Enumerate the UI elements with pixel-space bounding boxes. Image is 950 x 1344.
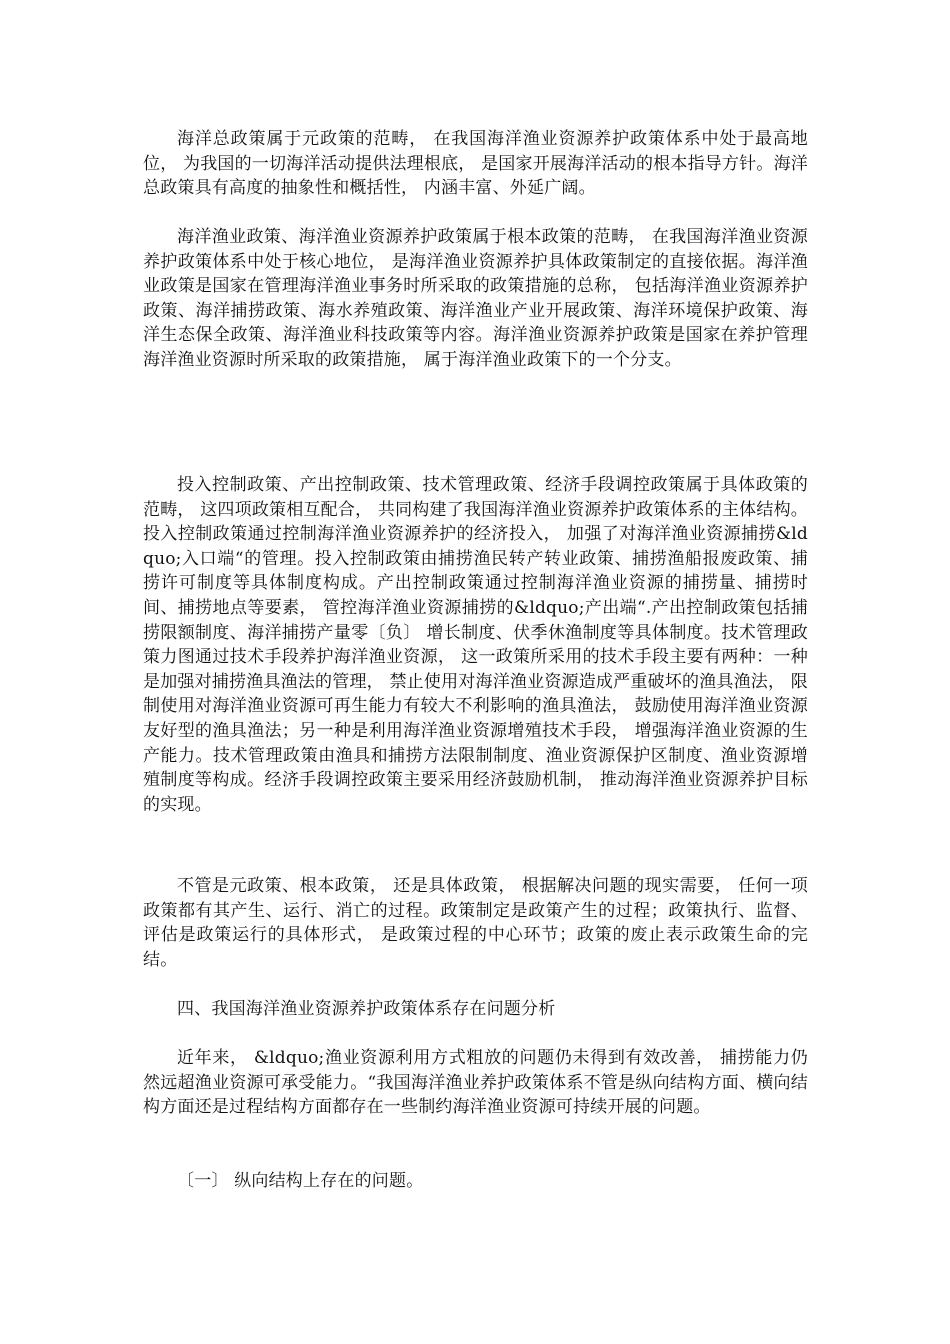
paragraph-recent-problems: 近年来， &ldquo;渔业资源利用方式粗放的问题仍未得到有效改善， 捕捞能力仍然远超渔业资源可承受能力。“我国海洋渔业养护政策体系不管是纵向结构方面、横向结构方面还是过程结构方面都存在一些制约海洋渔业资源可持续开展的问题。 <box>143 1048 808 1118</box>
paragraph-ocean-general-policy: 海洋总政策属于元政策的范畴， 在我国海洋渔业资源养护政策体系中处于最高地位， 为我国的一切海洋活动提供法理根底， 是国家开展海洋活动的根本指导方针。海洋总政策具有高度的抽象性和概括性， 内涵丰富、外延广阔。 <box>143 129 808 199</box>
paragraph-fishery-basic-policy: 海洋渔业政策、海洋渔业资源养护政策属于根本政策的范畴， 在我国海洋渔业资源养护政策体系中处于核心地位， 是海洋渔业资源养护具体政策制定的直接依据。海洋渔业政策是国家在管理海洋渔业事务时所采取的政策措施的总称， 包括海洋渔业资源养护政策、海洋捕捞政策、海水养殖政策、海洋渔业产业开展政策、海洋环境保护政策、海洋生态保全政策、海洋渔业科技政策等内容。海洋渔业资源养护政策是国家在养护管理海洋渔业资源时所采取的政策措施， 属于海洋渔业政策下的一个分支。 <box>143 227 808 370</box>
subheading-vertical-structure: 〔一〕 纵向结构上存在的问题。 <box>177 1171 424 1191</box>
paragraph-specific-policies: 投入控制政策、产出控制政策、技术管理政策、经济手段调控政策属于具体政策的范畴， 这四项政策相互配合， 共同构建了我国海洋渔业资源养护政策体系的主体结构。投入控制政策通过控制海洋渔业资源养护的经济投入， 加强了对海洋渔业资源捕捞&ldquo;入口端“的管理。投入控制政策由捕捞渔民转产转业政策、捕捞渔船报废政策、捕捞许可制度等具体制度构成。产出控制政策通过控制海洋渔业资源的捕捞量、捕捞时间、捕捞地点等要素， 管控海洋渔业资源捕捞的&ldquo;产出端“.产出控制政策包括捕捞限额制度、海洋捕捞产量零〔负〕 增长制度、伏季休渔制度等具体制度。技术管理政策力图通过技术手段养护海洋渔业资源， 这一政策所采用的技术手段主要有两种：一种是加强对捕捞渔具渔法的管理， 禁止使用对海洋渔业资源造成严重破坏的渔具渔法， 限制使用对海洋渔业资源可再生能力有较大不利影响的渔具渔法， 鼓励使用海洋渔业资源友好型的渔具渔法；另一种是利用海洋渔业资源增殖技术手段， 增强海洋渔业资源的生产能力。技术管理政策由渔具和捕捞方法限制制度、渔业资源保护区制度、渔业资源增殖制度等构成。经济手段调控政策主要采用经济鼓励机制， 推动海洋渔业资源养护目标的实现。 <box>143 475 808 815</box>
section-heading-problem-analysis: 四、我国海洋渔业资源养护政策体系存在问题分析 <box>177 999 556 1019</box>
paragraph-policy-lifecycle: 不管是元政策、根本政策， 还是具体政策， 根据解决问题的现实需要， 任何一项政策都有其产生、运行、消亡的过程。政策制定是政策产生的过程；政策执行、监督、评估是政策运行的具体形式， 是政策过程的中心环节；政策的废止表示政策生命的完结。 <box>143 876 808 970</box>
